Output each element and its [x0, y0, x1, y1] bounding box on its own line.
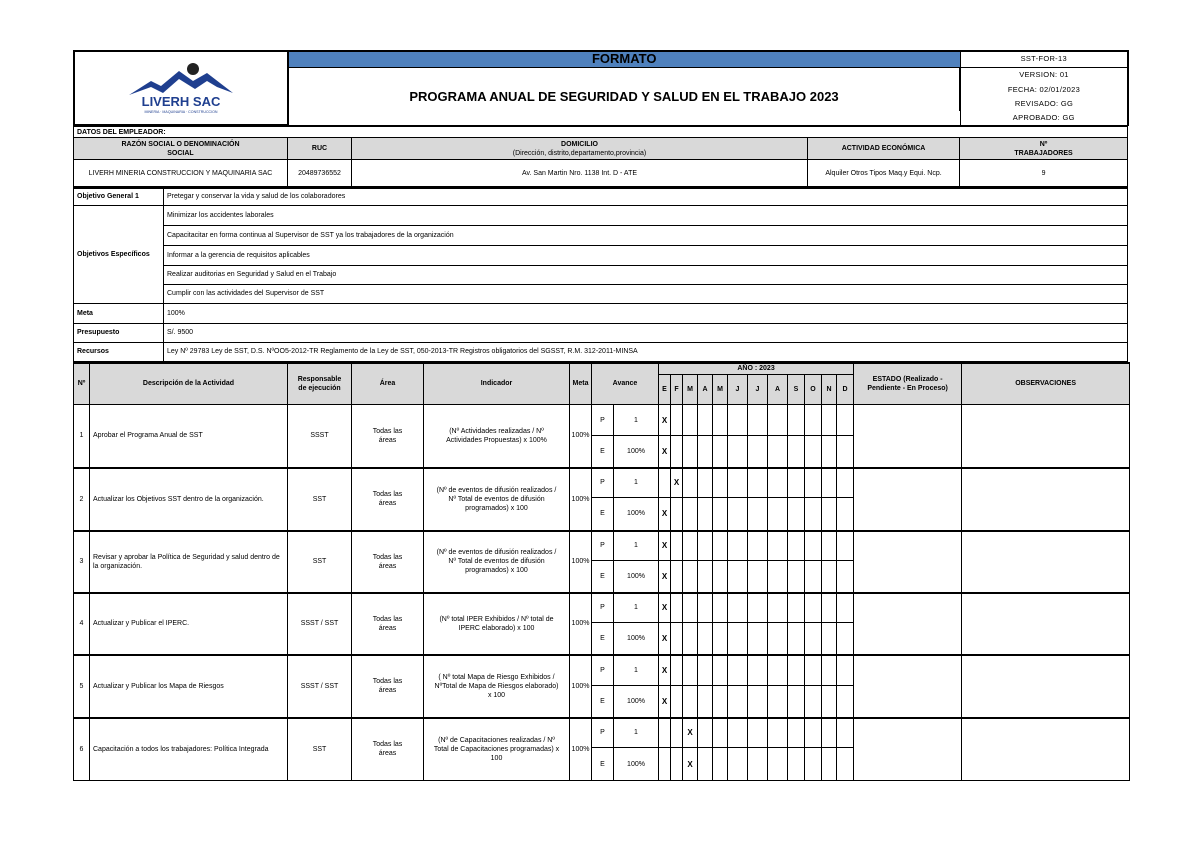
col-meta: Meta	[570, 363, 592, 405]
plan-month-mark	[671, 718, 683, 748]
doc-version: VERSION: 01	[960, 67, 1128, 83]
plan-month-mark	[805, 718, 822, 748]
exec-label: E	[592, 436, 614, 468]
logo-cell	[74, 51, 288, 125]
plan-value: 1	[614, 468, 659, 498]
col-address	[352, 138, 808, 160]
exec-month-mark	[748, 748, 768, 781]
exec-month-mark	[805, 686, 822, 718]
activity-num: 1	[74, 405, 90, 468]
activity-row	[74, 468, 1130, 498]
exec-month-mark	[671, 498, 683, 531]
specific-objective: Minimizar los accidentes laborales	[164, 205, 1128, 225]
exec-month-mark	[671, 436, 683, 468]
activity-status	[854, 655, 962, 718]
col-responsible: Responsable de ejecución	[288, 363, 352, 405]
col-indicator: Indicador	[424, 363, 570, 405]
plan-month-mark	[805, 468, 822, 498]
exec-month-mark	[683, 686, 698, 718]
activity-responsible: SSST	[288, 405, 352, 468]
logo-text: LIVERH SAC	[141, 93, 221, 109]
exec-month-mark	[698, 561, 713, 593]
exec-label: E	[592, 498, 614, 531]
month-header: E	[659, 375, 671, 405]
meta-label: Meta	[74, 303, 164, 323]
exec-month-mark	[683, 623, 698, 655]
plan-month-mark	[768, 468, 788, 498]
activity-area: Todas las áreas	[352, 405, 424, 468]
header-table	[73, 50, 1129, 126]
exec-month-mark	[671, 561, 683, 593]
plan-month-mark	[659, 468, 671, 498]
specific-objective: Cumplir con las actividades del Supervisor de SST	[164, 284, 1128, 303]
activity-area: Todas las áreas	[352, 593, 424, 655]
col-observations: OBSERVACIONES	[962, 363, 1130, 405]
activity-description: Actualizar y Publicar el IPERC.	[90, 593, 288, 655]
activity-meta: 100%	[570, 655, 592, 718]
exec-month-mark	[683, 436, 698, 468]
plan-month-mark	[713, 593, 728, 623]
employer-table	[73, 126, 1128, 187]
plan-month-mark	[822, 531, 837, 561]
exec-month-mark	[822, 748, 837, 781]
exec-month-mark	[698, 623, 713, 655]
company-name: LIVERH MINERIA CONSTRUCCION Y MAQUINARIA SAC	[74, 160, 288, 187]
plan-month-mark	[698, 718, 713, 748]
activity-observations	[962, 593, 1130, 655]
plan-month-mark: X	[659, 405, 671, 436]
month-header: O	[805, 375, 822, 405]
plan-value: 1	[614, 531, 659, 561]
meta-value: 100%	[164, 303, 1128, 323]
activity-responsible: SSST / SST	[288, 655, 352, 718]
plan-month-mark	[837, 531, 854, 561]
month-header: A	[768, 375, 788, 405]
plan-month-mark	[713, 718, 728, 748]
activity-status	[854, 531, 962, 593]
activity-row	[74, 405, 1130, 436]
exec-month-mark	[768, 686, 788, 718]
exec-month-mark	[728, 623, 748, 655]
exec-month-mark: X	[683, 748, 698, 781]
activity-observations	[962, 405, 1130, 468]
exec-month-mark	[788, 623, 805, 655]
activity-observations	[962, 531, 1130, 593]
plan-month-mark: X	[659, 531, 671, 561]
plan-month-mark	[728, 655, 748, 686]
exec-month-mark: X	[659, 561, 671, 593]
exec-value: 100%	[614, 436, 659, 468]
plan-month-mark	[805, 531, 822, 561]
activity-description: Actualizar los Objetivos SST dentro de la organización.	[90, 468, 288, 531]
exec-month-mark	[698, 686, 713, 718]
exec-month-mark	[837, 686, 854, 718]
plan-month-mark: X	[671, 468, 683, 498]
exec-month-mark	[788, 498, 805, 531]
activity-area: Todas las áreas	[352, 718, 424, 781]
plan-label: P	[592, 593, 614, 623]
specific-objective: Informar a la gerencia de requisitos aplicables	[164, 245, 1128, 265]
plan-label: P	[592, 655, 614, 686]
plan-month-mark	[822, 718, 837, 748]
plan-value: 1	[614, 593, 659, 623]
col-status: ESTADO (Realizado - Pendiente - En Proceso)	[854, 363, 962, 405]
plan-month-mark	[768, 593, 788, 623]
exec-month-mark	[728, 561, 748, 593]
plan-month-mark	[805, 405, 822, 436]
plan-month-mark	[837, 718, 854, 748]
activity-num: 5	[74, 655, 90, 718]
activity-responsible: SST	[288, 531, 352, 593]
doc-reviewed: REVISADO: GG	[960, 97, 1128, 111]
col-ruc: RUC	[288, 138, 352, 160]
exec-month-mark	[713, 498, 728, 531]
budget-value: S/. 9500	[164, 323, 1128, 342]
exec-value: 100%	[614, 561, 659, 593]
exec-month-mark	[805, 561, 822, 593]
exec-month-mark	[713, 623, 728, 655]
exec-month-mark	[837, 561, 854, 593]
activity-num: 4	[74, 593, 90, 655]
plan-month-mark	[822, 655, 837, 686]
exec-month-mark	[837, 498, 854, 531]
plan-month-mark	[748, 468, 768, 498]
exec-month-mark	[788, 686, 805, 718]
plan-month-mark: X	[683, 718, 698, 748]
month-header: M	[713, 375, 728, 405]
plan-month-mark	[713, 531, 728, 561]
sst-program-sheet	[73, 50, 1127, 781]
activity-observations	[962, 718, 1130, 781]
plan-month-mark	[805, 593, 822, 623]
exec-month-mark	[805, 623, 822, 655]
plan-month-mark	[698, 655, 713, 686]
month-header: M	[683, 375, 698, 405]
activity-num: 6	[74, 718, 90, 781]
activity-description: Aprobar el Programa Anual de SST	[90, 405, 288, 468]
exec-month-mark	[805, 498, 822, 531]
plan-month-mark	[671, 405, 683, 436]
activity-row	[74, 531, 1130, 561]
plan-label: P	[592, 405, 614, 436]
company-ruc: 20489736552	[288, 160, 352, 187]
plan-month-mark	[822, 468, 837, 498]
activity-row	[74, 593, 1130, 623]
activity-area: Todas las áreas	[352, 468, 424, 531]
plan-month-mark	[698, 405, 713, 436]
company-activity: Alquiler Otros Tipos Maq.y Equi. Ncp.	[808, 160, 960, 187]
activity-indicator: (Nº total IPER Exhibidos / Nº total de IPERC elaborado) x 100	[424, 593, 570, 655]
general-objective-label: Objetivo General 1	[74, 188, 164, 205]
plan-month-mark	[728, 718, 748, 748]
col-address-title: DOMICILIO	[561, 140, 598, 148]
exec-month-mark	[768, 436, 788, 468]
col-area: Área	[352, 363, 424, 405]
exec-month-mark	[698, 436, 713, 468]
activity-observations	[962, 468, 1130, 531]
resources-value: Ley Nº 29783 Ley de SST, D.S. NºOO5-2012-TR Reglamento de la Ley de SST, 050-2013-TR Registros obligatorios del SGSST, R.M. 312-2011-MINSA	[164, 342, 1128, 361]
plan-month-mark	[788, 468, 805, 498]
plan-label: P	[592, 468, 614, 498]
activity-meta: 100%	[570, 405, 592, 468]
col-activity: ACTIVIDAD ECONÓMICA	[808, 138, 960, 160]
col-num: Nº	[74, 363, 90, 405]
month-header: D	[837, 375, 854, 405]
plan-month-mark	[698, 468, 713, 498]
plan-month-mark	[748, 593, 768, 623]
plan-label: P	[592, 531, 614, 561]
activity-meta: 100%	[570, 718, 592, 781]
exec-month-mark	[768, 561, 788, 593]
doc-code: SST-FOR-13	[960, 51, 1128, 67]
exec-month-mark	[768, 748, 788, 781]
exec-month-mark	[728, 686, 748, 718]
logo-subtext: MINERIA · MAQUINARIA · CONSTRUCCION	[144, 109, 218, 114]
month-header: J	[728, 375, 748, 405]
activity-num: 3	[74, 531, 90, 593]
exec-month-mark	[748, 436, 768, 468]
exec-month-mark	[713, 748, 728, 781]
exec-month-mark	[713, 561, 728, 593]
exec-month-mark	[788, 436, 805, 468]
plan-month-mark	[683, 468, 698, 498]
logo-mountain-icon	[129, 71, 233, 95]
exec-month-mark	[788, 561, 805, 593]
activity-status	[854, 405, 962, 468]
exec-month-mark	[713, 436, 728, 468]
plan-month-mark	[683, 405, 698, 436]
exec-month-mark	[822, 436, 837, 468]
objectives-table	[73, 187, 1128, 362]
activity-responsible: SST	[288, 718, 352, 781]
exec-month-mark	[728, 436, 748, 468]
exec-month-mark	[748, 623, 768, 655]
activity-num: 2	[74, 468, 90, 531]
month-header: N	[822, 375, 837, 405]
budget-label: Presupuesto	[74, 323, 164, 342]
plan-month-mark	[748, 655, 768, 686]
plan-value: 1	[614, 655, 659, 686]
plan-month-mark	[768, 531, 788, 561]
exec-month-mark	[748, 498, 768, 531]
plan-month-mark	[788, 718, 805, 748]
exec-month-mark	[822, 686, 837, 718]
activity-indicator: (Nº Actividades realizadas / Nº Actividades Propuestas) x 100%	[424, 405, 570, 468]
specific-objectives-label: Objetivos Específicos	[74, 205, 164, 303]
plan-month-mark	[788, 593, 805, 623]
col-address-subtitle: (Dirección, distrito,departamento,provincia)	[512, 149, 647, 157]
employer-section-label: DATOS DEL EMPLEADOR:	[74, 127, 1128, 138]
plan-month-mark	[671, 593, 683, 623]
activity-area: Todas las áreas	[352, 655, 424, 718]
activity-observations	[962, 655, 1130, 718]
exec-month-mark	[671, 686, 683, 718]
doc-approved: APROBADO: GG	[960, 111, 1128, 125]
plan-month-mark	[683, 655, 698, 686]
plan-month-mark	[683, 531, 698, 561]
exec-month-mark	[659, 748, 671, 781]
plan-label: P	[592, 718, 614, 748]
plan-month-mark	[713, 468, 728, 498]
activity-indicator: ( Nº total Mapa de Riesgo Exhibidos / NºTotal de Mapa de Riesgos elaborado) x 100	[424, 655, 570, 718]
plan-month-mark	[768, 405, 788, 436]
company-logo	[121, 59, 241, 115]
exec-month-mark	[683, 561, 698, 593]
specific-objective: Capacitacitar en forma continua al Supervisor de SST ya los trabajadores de la organización	[164, 225, 1128, 245]
col-company-name: RAZÓN SOCIAL O DENOMINACIÓN SOCIAL	[74, 138, 288, 160]
month-header: S	[788, 375, 805, 405]
plan-month-mark: X	[659, 655, 671, 686]
exec-month-mark	[671, 623, 683, 655]
plan-month-mark	[698, 531, 713, 561]
activities-table	[73, 362, 1130, 782]
plan-month-mark	[768, 718, 788, 748]
plan-value: 1	[614, 718, 659, 748]
exec-month-mark	[768, 498, 788, 531]
exec-month-mark	[713, 686, 728, 718]
month-header: J	[748, 375, 768, 405]
exec-value: 100%	[614, 686, 659, 718]
col-workers: Nº TRABAJADORES	[960, 138, 1128, 160]
activity-meta: 100%	[570, 531, 592, 593]
exec-value: 100%	[614, 498, 659, 531]
company-address: Av. San Martin Nro. 1138 Int. D - ATE	[352, 160, 808, 187]
activity-indicator: (Nº de eventos de difusión realizados / Nº Total de eventos de difusión programados) x 100	[424, 531, 570, 593]
activity-status	[854, 593, 962, 655]
plan-month-mark	[788, 655, 805, 686]
exec-month-mark	[805, 436, 822, 468]
plan-month-mark	[713, 405, 728, 436]
doc-title: PROGRAMA ANUAL DE SEGURIDAD Y SALUD EN EL TRABAJO 2023	[288, 67, 960, 125]
plan-month-mark: X	[659, 593, 671, 623]
activity-description: Capacitación a todos los trabajadores: Política Integrada	[90, 718, 288, 781]
plan-month-mark	[683, 593, 698, 623]
activity-responsible: SSST / SST	[288, 593, 352, 655]
month-header: F	[671, 375, 683, 405]
exec-label: E	[592, 623, 614, 655]
exec-label: E	[592, 561, 614, 593]
exec-month-mark	[837, 623, 854, 655]
plan-month-mark	[768, 655, 788, 686]
exec-label: E	[592, 748, 614, 781]
exec-month-mark: X	[659, 623, 671, 655]
activity-responsible: SST	[288, 468, 352, 531]
plan-month-mark	[748, 405, 768, 436]
plan-month-mark	[837, 405, 854, 436]
exec-month-mark	[671, 748, 683, 781]
exec-month-mark	[728, 748, 748, 781]
exec-month-mark	[822, 498, 837, 531]
exec-value: 100%	[614, 748, 659, 781]
activity-area: Todas las áreas	[352, 531, 424, 593]
company-workers: 9	[960, 160, 1128, 187]
exec-month-mark	[698, 498, 713, 531]
exec-month-mark	[748, 686, 768, 718]
col-year: AÑO : 2023	[659, 363, 854, 375]
exec-month-mark	[728, 498, 748, 531]
plan-month-mark	[671, 655, 683, 686]
plan-month-mark	[698, 593, 713, 623]
activity-description: Revisar y aprobar la Política de Seguridad y salud dentro de la organización.	[90, 531, 288, 593]
plan-month-mark	[671, 531, 683, 561]
activity-indicator: (Nº de eventos de difusión realizados / Nº Total de eventos de difusión programados) x 100	[424, 468, 570, 531]
plan-month-mark	[805, 655, 822, 686]
exec-month-mark	[822, 623, 837, 655]
general-objective: Pretegar y conservar la vida y salud de los colaboradores	[164, 188, 1128, 205]
plan-month-mark	[837, 468, 854, 498]
exec-month-mark	[788, 748, 805, 781]
plan-month-mark	[788, 405, 805, 436]
plan-month-mark	[728, 468, 748, 498]
exec-month-mark: X	[659, 498, 671, 531]
exec-label: E	[592, 686, 614, 718]
plan-month-mark	[822, 405, 837, 436]
plan-month-mark	[748, 718, 768, 748]
logo-sun-icon	[187, 63, 199, 75]
activity-meta: 100%	[570, 468, 592, 531]
doc-date: FECHA: 02/01/2023	[960, 83, 1128, 97]
plan-month-mark	[728, 593, 748, 623]
plan-month-mark	[822, 593, 837, 623]
plan-month-mark	[659, 718, 671, 748]
format-label: FORMATO	[288, 51, 960, 67]
exec-month-mark	[822, 561, 837, 593]
plan-value: 1	[614, 405, 659, 436]
exec-month-mark	[837, 436, 854, 468]
col-progress: Avance	[592, 363, 659, 405]
exec-month-mark: X	[659, 686, 671, 718]
exec-month-mark	[748, 561, 768, 593]
exec-value: 100%	[614, 623, 659, 655]
activity-status	[854, 718, 962, 781]
month-header: A	[698, 375, 713, 405]
exec-month-mark	[698, 748, 713, 781]
activity-row	[74, 655, 1130, 686]
activity-status	[854, 468, 962, 531]
plan-month-mark	[728, 405, 748, 436]
exec-month-mark	[768, 623, 788, 655]
plan-month-mark	[728, 531, 748, 561]
plan-month-mark	[788, 531, 805, 561]
col-description: Descripción de la Actividad	[90, 363, 288, 405]
plan-month-mark	[713, 655, 728, 686]
activity-row	[74, 718, 1130, 748]
plan-month-mark	[748, 531, 768, 561]
exec-month-mark	[805, 748, 822, 781]
plan-month-mark	[837, 593, 854, 623]
resources-label: Recursos	[74, 342, 164, 361]
specific-objective: Realizar auditorias en Seguridad y Salud en el Trabajo	[164, 265, 1128, 284]
activity-meta: 100%	[570, 593, 592, 655]
activity-indicator: (Nº de Capacitaciones realizadas / Nº Total de Capacitaciones programadas) x 100	[424, 718, 570, 781]
plan-month-mark	[837, 655, 854, 686]
exec-month-mark	[837, 748, 854, 781]
exec-month-mark	[683, 498, 698, 531]
activity-description: Actualizar y Publicar los Mapa de Riesgos	[90, 655, 288, 718]
exec-month-mark: X	[659, 436, 671, 468]
